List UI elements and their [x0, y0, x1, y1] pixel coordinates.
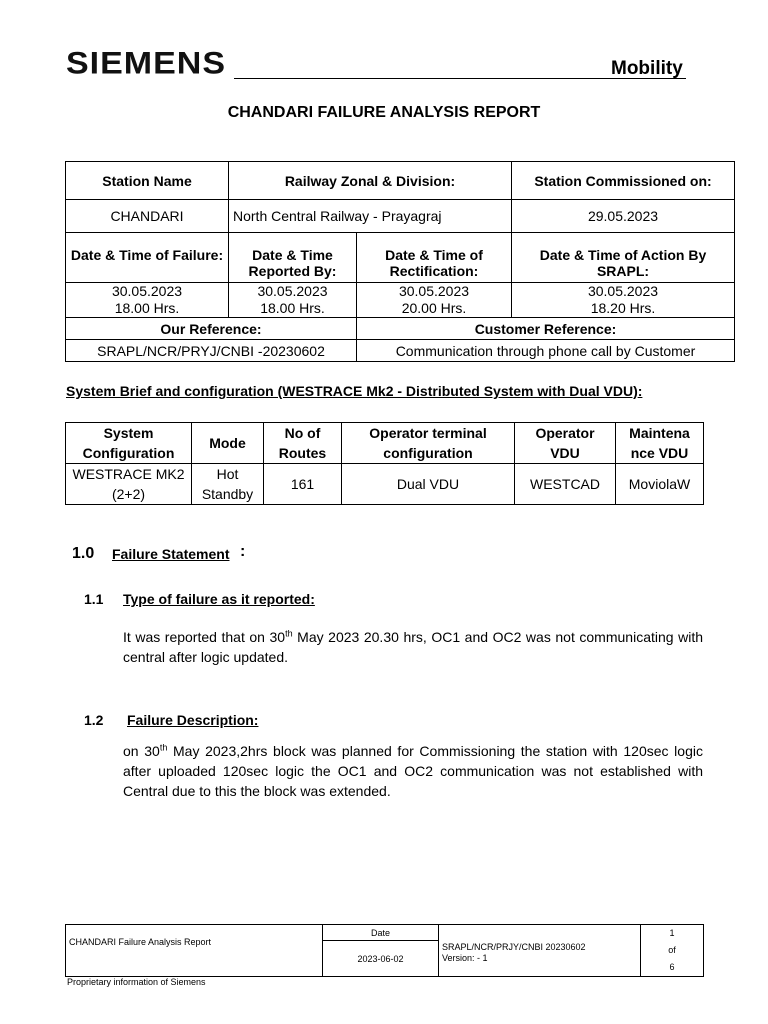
- footer-date: 2023-06-02: [323, 941, 439, 977]
- system-config-value: WESTRACE MK2 (2+2): [66, 464, 192, 505]
- section-1-number: 1.0: [72, 545, 95, 562]
- section-1-title: Failure Statement: [112, 546, 230, 562]
- section-1-1-text: It was reported that on 30th May 2023 20.30 hrs, OC1 and OC2 was not communicating with central after logic updated.: [123, 628, 704, 665]
- failure-time-header: Date & Time of Failure:: [66, 233, 229, 283]
- proprietary-notice: Proprietary information of Siemens: [67, 977, 206, 987]
- station-name-header: Station Name: [66, 162, 229, 200]
- section-1-2-number: 1.2: [84, 712, 104, 728]
- zonal-value: North Central Railway - Prayagraj: [229, 200, 512, 233]
- footer-table: [65, 924, 704, 977]
- rectification-time-value: 30.05.2023 20.00 Hrs.: [357, 283, 512, 318]
- footer-page: 1 of 6: [641, 925, 704, 977]
- commissioned-header: Station Commissioned on:: [512, 162, 735, 200]
- system-config-header: System Configuration: [66, 423, 192, 464]
- station-info-table: [65, 161, 735, 362]
- action-time-value: 30.05.2023 18.20 Hrs.: [512, 283, 735, 318]
- operator-vdu-value: WESTCAD: [515, 464, 616, 505]
- operator-terminal-value: Dual VDU: [342, 464, 515, 505]
- section-1-1-number: 1.1: [84, 591, 104, 607]
- zonal-header: Railway Zonal & Division:: [229, 162, 512, 200]
- commissioned-value: 29.05.2023: [512, 200, 735, 233]
- maintenance-vdu-value: MoviolaW: [616, 464, 704, 505]
- footer-doc-title: CHANDARI Failure Analysis Report: [66, 925, 323, 977]
- our-reference-header: Our Reference:: [66, 318, 357, 340]
- mode-header: Mode: [192, 423, 264, 464]
- system-brief-heading: System Brief and configuration (WESTRACE Mk2 - Distributed System with Dual VDU):: [66, 383, 643, 399]
- operator-vdu-header: Operator VDU: [515, 423, 616, 464]
- reported-time-value: 30.05.2023 18.00 Hrs.: [229, 283, 357, 318]
- routes-header: No of Routes: [264, 423, 342, 464]
- division-label: Mobility: [611, 58, 683, 79]
- footer-date-label: Date: [323, 925, 439, 941]
- section-1-2-text: on 30th May 2023,2hrs block was planned for Commissioning the station with 120sec logic after uploaded 120sec logic the OC1 and OC2 communication was not established with Central due to this the block was extended.: [123, 742, 703, 799]
- siemens-logo: SIEMENS: [66, 46, 227, 81]
- maintenance-vdu-header: Maintena nce VDU: [616, 423, 704, 464]
- action-time-header: Date & Time of Action By SRAPL:: [512, 233, 735, 283]
- rectification-time-header: Date & Time of Rectification:: [357, 233, 512, 283]
- section-1-1-title: Type of failure as it reported:: [123, 591, 315, 607]
- failure-time-value: 30.05.2023 18.00 Hrs.: [66, 283, 229, 318]
- section-1-2-title: Failure Description:: [127, 712, 259, 728]
- report-title: CHANDARI FAILURE ANALYSIS REPORT: [227, 104, 541, 121]
- section-1-colon: :: [240, 543, 246, 560]
- customer-reference-value: Communication through phone call by Customer: [357, 340, 735, 362]
- mode-value: Hot Standby: [192, 464, 264, 505]
- operator-terminal-header: Operator terminal configuration: [342, 423, 515, 464]
- system-config-table: [65, 422, 704, 505]
- our-reference-value: SRAPL/NCR/PRYJ/CNBI -20230602: [66, 340, 357, 362]
- reported-time-header: Date & Time Reported By:: [229, 233, 357, 283]
- customer-reference-header: Customer Reference:: [357, 318, 735, 340]
- footer-ref: SRAPL/NCR/PRJY/CNBI 20230602 Version: - 1: [439, 925, 641, 977]
- station-name-value: CHANDARI: [66, 200, 229, 233]
- routes-value: 161: [264, 464, 342, 505]
